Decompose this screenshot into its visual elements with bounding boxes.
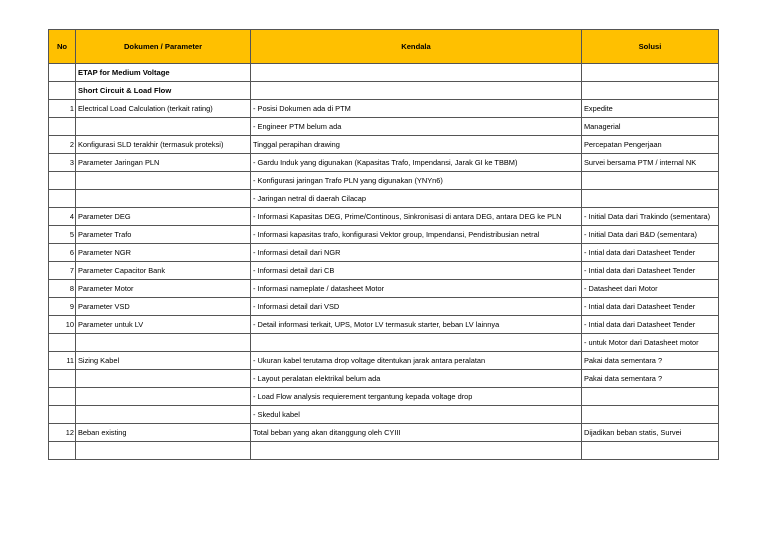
cell-solusi: - untuk Motor dari Datasheet motor <box>582 334 719 352</box>
table-row <box>49 352 719 370</box>
table-row <box>49 334 719 352</box>
cell-no: 12 <box>49 424 76 442</box>
cell-dokumen <box>76 388 251 406</box>
cell-dokumen: Parameter Motor <box>76 280 251 298</box>
header-no: No <box>49 30 76 64</box>
table-row <box>49 298 719 316</box>
header-solusi: Solusi <box>582 30 719 64</box>
cell-dokumen: Short Circuit & Load Flow <box>76 82 251 100</box>
cell-dokumen <box>76 334 251 352</box>
cell-no: 5 <box>49 226 76 244</box>
table-row <box>49 118 719 136</box>
problem-solution-table <box>48 29 719 460</box>
header-row <box>49 30 719 64</box>
cell-kendala: - Detail informasi terkait, UPS, Motor LV termasuk starter, beban LV lainnya <box>251 316 582 334</box>
table-row <box>49 244 719 262</box>
cell-no: 10 <box>49 316 76 334</box>
cell-dokumen <box>76 442 251 460</box>
cell-no <box>49 190 76 208</box>
cell-kendala: - Informasi detail dari CB <box>251 262 582 280</box>
table-row <box>49 424 719 442</box>
cell-no: 11 <box>49 352 76 370</box>
cell-solusi: - Intial data dari Datasheet Tender <box>582 298 719 316</box>
cell-no <box>49 82 76 100</box>
cell-kendala: - Informasi Kapasitas DEG, Prime/Continous, Sinkronisasi di antara DEG, antara DEG ke PLN <box>251 208 582 226</box>
table-row <box>49 226 719 244</box>
cell-no: 9 <box>49 298 76 316</box>
cell-dokumen <box>76 370 251 388</box>
cell-kendala: - Informasi kapasitas trafo, konfigurasi Vektor group, Impendansi, Pendistribusian netral <box>251 226 582 244</box>
cell-kendala: - Informasi detail dari VSD <box>251 298 582 316</box>
table-row <box>49 370 719 388</box>
cell-no: 2 <box>49 136 76 154</box>
table-row <box>49 388 719 406</box>
cell-no: 6 <box>49 244 76 262</box>
cell-dokumen: Parameter Capacitor Bank <box>76 262 251 280</box>
cell-no: 4 <box>49 208 76 226</box>
cell-dokumen: Sizing Kabel <box>76 352 251 370</box>
table-row <box>49 280 719 298</box>
cell-dokumen <box>76 190 251 208</box>
cell-kendala: - Ukuran kabel terutama drop voltage ditentukan jarak antara peralatan <box>251 352 582 370</box>
cell-kendala: - Skedul kabel <box>251 406 582 424</box>
cell-solusi <box>582 442 719 460</box>
table-row <box>49 100 719 118</box>
cell-dokumen <box>76 172 251 190</box>
cell-no <box>49 118 76 136</box>
cell-solusi <box>582 406 719 424</box>
cell-kendala: - Informasi detail dari NGR <box>251 244 582 262</box>
cell-dokumen: Parameter Trafo <box>76 226 251 244</box>
table-row <box>49 262 719 280</box>
cell-kendala <box>251 442 582 460</box>
cell-no: 7 <box>49 262 76 280</box>
cell-kendala: - Gardu Induk yang digunakan (Kapasitas Trafo, Impendansi, Jarak GI ke TBBM) <box>251 154 582 172</box>
cell-dokumen: Parameter Jaringan PLN <box>76 154 251 172</box>
cell-solusi: Percepatan Pengerjaan <box>582 136 719 154</box>
cell-no <box>49 388 76 406</box>
table-row <box>49 64 719 82</box>
cell-kendala: Total beban yang akan ditanggung oleh CYIII <box>251 424 582 442</box>
cell-solusi <box>582 64 719 82</box>
cell-solusi: Expedite <box>582 100 719 118</box>
cell-no <box>49 442 76 460</box>
cell-dokumen <box>76 118 251 136</box>
cell-dokumen: Beban existing <box>76 424 251 442</box>
cell-solusi: - Intial data dari Datasheet Tender <box>582 262 719 280</box>
table-row <box>49 406 719 424</box>
cell-no: 3 <box>49 154 76 172</box>
table-row <box>49 442 719 460</box>
cell-solusi: - Initial Data dari Trakindo (sementara) <box>582 208 719 226</box>
cell-solusi: Managerial <box>582 118 719 136</box>
cell-solusi: - Intial data dari Datasheet Tender <box>582 316 719 334</box>
cell-kendala: - Jaringan netral di daerah Cilacap <box>251 190 582 208</box>
cell-solusi: - Initial Data dari B&D (sementara) <box>582 226 719 244</box>
cell-dokumen: ETAP for Medium Voltage <box>76 64 251 82</box>
cell-no: 1 <box>49 100 76 118</box>
cell-solusi: - Intial data dari Datasheet Tender <box>582 244 719 262</box>
cell-kendala <box>251 64 582 82</box>
cell-solusi <box>582 388 719 406</box>
cell-kendala: - Posisi Dokumen ada di PTM <box>251 100 582 118</box>
cell-solusi: Dijadikan beban statis, Survei <box>582 424 719 442</box>
table-row <box>49 154 719 172</box>
cell-kendala: Tinggal perapihan drawing <box>251 136 582 154</box>
cell-no <box>49 406 76 424</box>
cell-no: 8 <box>49 280 76 298</box>
header-dokumen: Dokumen / Parameter <box>76 30 251 64</box>
table-row <box>49 82 719 100</box>
cell-dokumen: Parameter untuk LV <box>76 316 251 334</box>
cell-solusi <box>582 190 719 208</box>
cell-solusi <box>582 82 719 100</box>
cell-dokumen: Parameter VSD <box>76 298 251 316</box>
cell-kendala: - Engineer PTM belum ada <box>251 118 582 136</box>
table-row <box>49 208 719 226</box>
cell-kendala: - Layout peralatan elektrikal belum ada <box>251 370 582 388</box>
cell-kendala: - Konfigurasi jaringan Trafo PLN yang digunakan (YNYn6) <box>251 172 582 190</box>
cell-dokumen: Konfigurasi SLD terakhir (termasuk proteksi) <box>76 136 251 154</box>
cell-solusi: - Datasheet dari Motor <box>582 280 719 298</box>
cell-no <box>49 64 76 82</box>
cell-solusi <box>582 172 719 190</box>
cell-dokumen <box>76 406 251 424</box>
cell-kendala <box>251 334 582 352</box>
cell-no <box>49 370 76 388</box>
cell-kendala: - Load Flow analysis requierement tergantung kepada voltage drop <box>251 388 582 406</box>
cell-solusi: Pakai data sementara ? <box>582 370 719 388</box>
cell-kendala: - Informasi nameplate / datasheet Motor <box>251 280 582 298</box>
table-row <box>49 136 719 154</box>
table-body <box>49 64 719 460</box>
cell-no <box>49 172 76 190</box>
table-row <box>49 172 719 190</box>
cell-dokumen: Parameter NGR <box>76 244 251 262</box>
cell-solusi: Pakai data sementara ? <box>582 352 719 370</box>
header-kendala: Kendala <box>251 30 582 64</box>
cell-solusi: Survei bersama PTM / internal NK <box>582 154 719 172</box>
table-row <box>49 190 719 208</box>
cell-kendala <box>251 82 582 100</box>
cell-dokumen: Parameter DEG <box>76 208 251 226</box>
cell-no <box>49 334 76 352</box>
cell-dokumen: Electrical Load Calculation (terkait rating) <box>76 100 251 118</box>
table-row <box>49 316 719 334</box>
